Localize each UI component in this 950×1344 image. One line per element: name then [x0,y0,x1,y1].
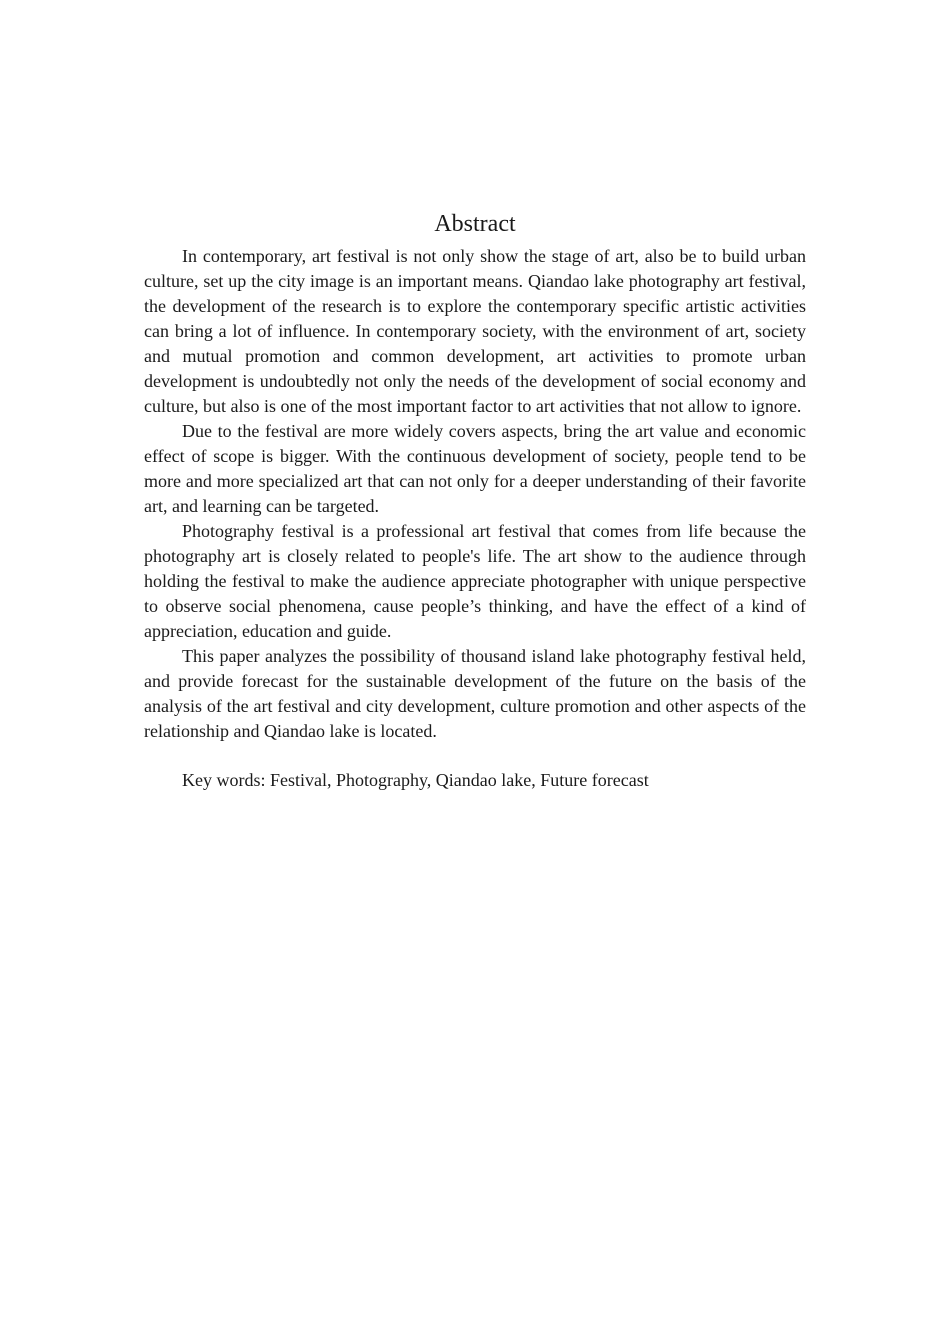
abstract-paragraph-1: In contemporary, art festival is not only show the stage of art, also be to build urban culture, set up the city image is an important means. Qiandao lake photography art festival, the development of the research is to explore the contemporary specific artistic activities can bring a lot of influence. In contemporary society, with the environment of art, society and mutual promotion and common development, art activities to promote urban development is undoubtedly not only the needs of the development of social economy and culture, but also is one of the most important factor to art activities that not allow to ignore. [144,246,806,416]
abstract-paragraph-2: Due to the festival are more widely covers aspects, bring the art value and economic effect of scope is bigger. With the continuous development of society, people tend to be more and more specialized art that can not only for a deeper understanding of their favorite art, and learning can be targeted. [144,421,806,516]
abstract-paragraph-3: Photography festival is a professional art festival that comes from life because the photography art is closely related to people's life. The art show to the audience through holding the festival to make the audience appreciate photographer with unique perspective to observe social phenomena, cause people’s thinking, and have the effect of a kind of appreciation, education and guide. [144,521,806,641]
abstract-paragraph-4: This paper analyzes the possibility of thousand island lake photography festival held, and provide forecast for the sustainable development of the future on the basis of the analysis of the art festival and city development, culture promotion and other aspects of the relationship and Qiandao lake is located. [144,646,806,741]
abstract-section [144,208,806,793]
abstract-title: Abstract [434,211,516,237]
keywords-line: Key words: Festival, Photography, Qiandao lake, Future forecast [182,770,649,790]
